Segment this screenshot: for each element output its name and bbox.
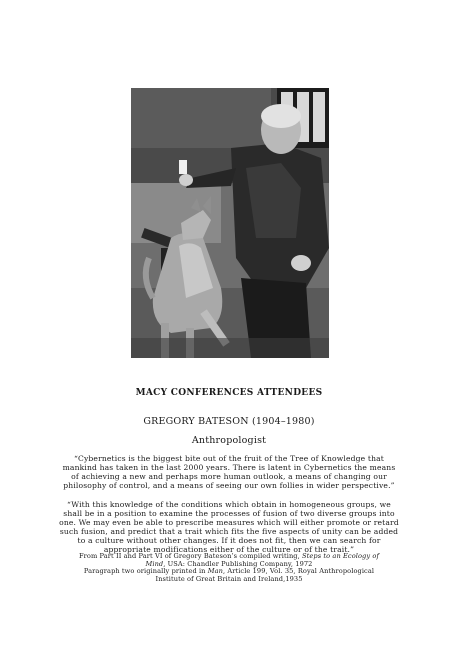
source-part-4: , Article 199, Vol. 35, Royal Anthropological Institute of Great Britain and Ireland,1935 <box>155 567 375 583</box>
attendee-role: Anthropologist <box>191 435 267 446</box>
portrait-photo <box>131 88 329 358</box>
source-part-3: Paragraph two originally printed in <box>83 567 206 576</box>
source-part-1: From Part II and Part VI of Gregory Bateson’s compiled writing, <box>78 552 300 560</box>
portrait-photo-graphic <box>131 88 329 358</box>
source-part-2: , USA: Chandler Publishing Company, 1972 <box>163 559 313 568</box>
quote-cybernetics: “Cybernetics is the biggest bite out of the fruit of the Tree of Knowledge that mankind has taken in the last 2000 years. There is latent in Cybernetics the means of achieving a new and perhaps more human outlook, a means of changing our philosophy of control, and a means of seeing our own follies in wider perspective.” <box>62 454 396 490</box>
source-citation <box>78 553 380 583</box>
source-book-title: Steps to an Ecology of Mind <box>145 552 379 568</box>
source-journal-title: Man <box>207 567 223 576</box>
quote-homogeneous-groups: “With this knowledge of the conditions which obtain in homogeneous groups, we shall be in a position to examine the processes of fusion of two diverse groups into one. We may even be able to prescribe measures which will either promote or retard such fusion, and predict that a trait which fits the five aspects of unity can be added to a culture without other changes. If it does not fit, then we can search for appropriate modifications either of the culture or of the trait.” <box>59 500 399 554</box>
attendee-name: GREGORY BATESON (1904–1980) <box>143 416 315 427</box>
section-heading: MACY CONFERENCES ATTENDEES <box>135 388 323 398</box>
